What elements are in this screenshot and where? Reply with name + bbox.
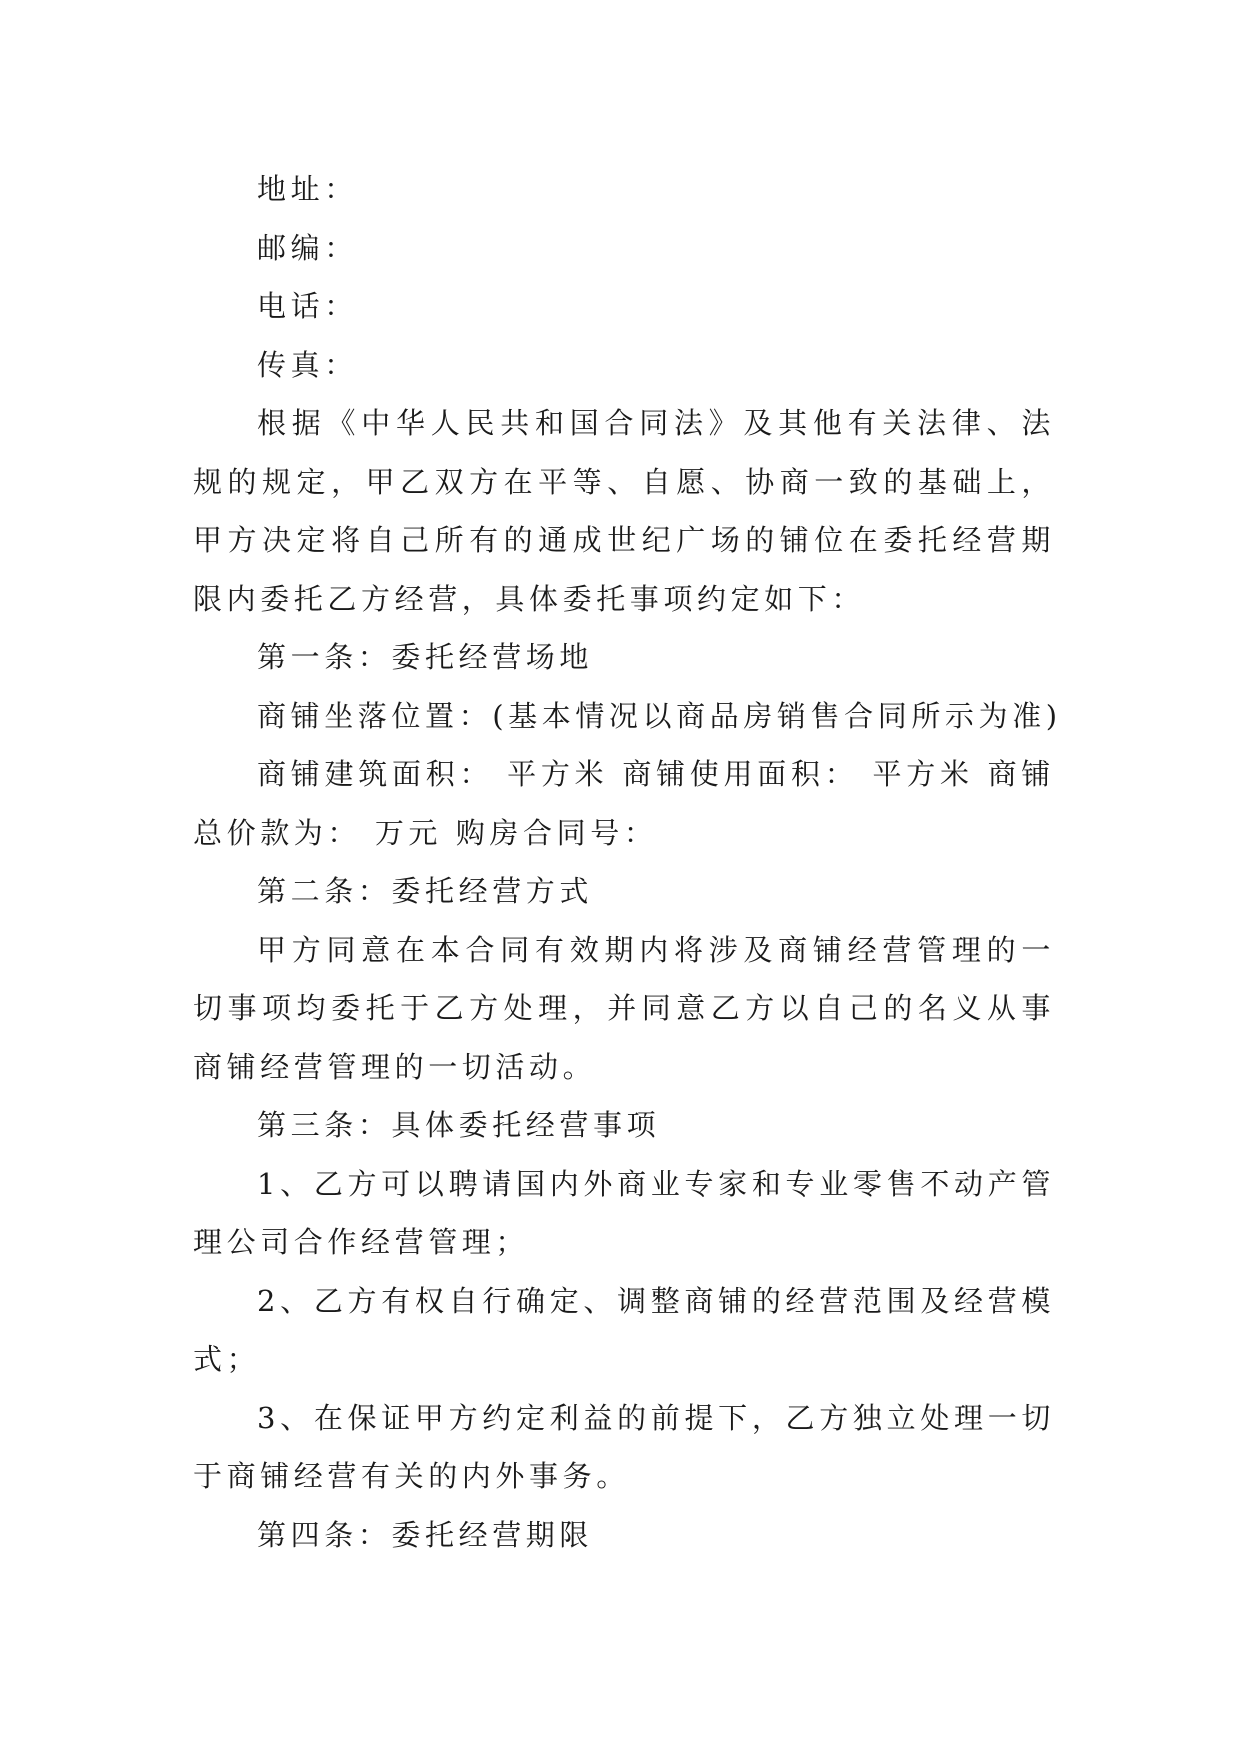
article-1-heading: 第一条：委托经营场地 bbox=[257, 640, 594, 674]
article-2-body: 甲方同意在本合同有效期内将涉及商铺经营管理的一切事项均委托于乙方处理，并同意乙方以自己的名义从事商铺经营管理的一切活动。 bbox=[193, 932, 1055, 1084]
article-3-heading: 第三条：具体委托经营事项 bbox=[257, 1108, 661, 1142]
address-field-label: 地址： bbox=[257, 172, 358, 206]
article-4-heading: 第四条：委托经营期限 bbox=[257, 1517, 594, 1552]
phone-field-label: 电话： bbox=[257, 289, 358, 323]
postcode-field-label: 邮编： bbox=[257, 230, 358, 265]
article-3-item-2: 2、乙方有权自行确定、调整商铺的经营范围及经营模式； bbox=[193, 1283, 1055, 1376]
shop-area-paragraph: 商铺建筑面积： 平方米 商铺使用面积： 平方米 商铺总价款为： 万元 购房合同号： bbox=[193, 757, 1055, 850]
shop-location-line: 商铺坐落位置：(基本情况以商品房销售合同所示为准) bbox=[257, 698, 1062, 733]
preamble-paragraph: 根据《中华人民共和国合同法》及其他有关法律、法规的规定，甲乙双方在平等、自愿、协商一致的基础上，甲方决定将自己所有的通成世纪广场的铺位在委托经营期限内委托乙方经营，具体委托事项约定如下： bbox=[193, 406, 1055, 616]
fax-field-label: 传真： bbox=[257, 347, 358, 382]
article-3-item-3: 3、在保证甲方约定利益的前提下，乙方独立处理一切于商铺经营有关的内外事务。 bbox=[193, 1400, 1055, 1493]
article-2-heading: 第二条：委托经营方式 bbox=[257, 874, 594, 908]
article-3-item-1: 1、乙方可以聘请国内外商业专家和专业零售不动产管理公司合作经营管理； bbox=[193, 1166, 1055, 1259]
document-body bbox=[193, 160, 1062, 1564]
